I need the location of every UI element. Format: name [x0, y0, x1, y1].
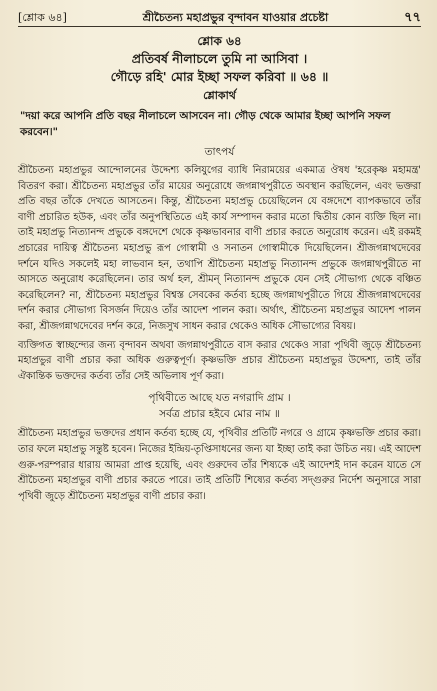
purport-paragraph-3: শ্রীচৈতন্য মহাপ্রভুর ভক্তদের প্রধান কর্তব্য হচ্ছে যে, পৃথিবীর প্রতিটি নগরে ও গ্রামে কৃষ্ণভক্তি প্রচার করা। তার ফলে মহাপ্রভু সন্তুষ্ট হবেন। নিজের ইন্দ্রিয়-তৃপ্তিসাধনের জন্য যা ইচ্ছা তাই করা উচিত নয়। এই আদেশ গুরু-পরম্পরার ধারায় আমরা প্রাপ্ত হয়েছি, এবং গুরুদেব তাঁর শিষ্যকে এই আদেশই দান করেন যাতে সে শ্রীচৈতন্য মহাপ্রভুর বাণী প্রচার করতে পারে। তাই প্রতিটি শিষ্যের কর্তব্য সদ্গুরুর নির্দেশ অনুসারে সারা পৃথিবী জুড়ে শ্রীচৈতন্য মহাপ্রভুর বাণী প্রচার করা। — [18, 428, 421, 502]
purport-paragraph-2: ব্যক্তিগত স্বাচ্ছন্দ্যের জন্য বৃন্দাবন অথবা জগন্নাথপুরীতে বাস করার থেকেও সারা পৃথিবী জুড়ে শ্রীচৈতন্য মহাপ্রভুর বাণী প্রচার করা অধিক গুরুত্বপূর্ণ। কৃষ্ণভক্তি প্রচার শ্রীচৈতন্য মহাপ্রভুর উদ্দেশ্য, তাই তাঁর ঐকান্তিক ভক্তদের কর্তব্য তাঁর সেই অভিলাষ পূর্ণ করা। — [18, 339, 421, 382]
quoted-verse-line-2: সর্বত্র প্রচার হইবে মোর নাম ॥ — [159, 408, 280, 421]
running-header — [18, 6, 421, 27]
quoted-verse — [18, 390, 421, 422]
purport-heading: তাৎপর্য — [204, 146, 235, 158]
purport-paragraph-1: শ্রীচৈতন্য মহাপ্রভুর আন্দোলনের উদ্দেশ্য কলিযুগের ব্যাধি নিরাময়ের একমাত্র ঔষধ 'হরেকৃষ্ণ মহামন্ত্র' বিতরণ করা। শ্রীচৈতন্য মহাপ্রভুর তাঁর মায়ের অনুরোধে জগন্নাথপুরীতে অবস্থান করছিলেন, এবং ভক্তরা প্রতি বছর তাঁকে দেখতে আসতেন। কিন্তু, শ্রীচৈতন্য মহাপ্রভু চেয়েছিলেন যে বঙ্গদেশে ব্যাপকভাবে তাঁর বাণী প্রচারিত হউক, এবং তাঁর অনুপস্থিতিতে এই কার্য সম্পাদন করার মতো দ্বিতীয় কোন ব্যক্তি ছিল না। তাই মহাপ্রভু নিত্যানন্দ প্রভুকে বঙ্গদেশে থেকে কৃষ্ণভাবনার বাণী প্রচার করতে অনুরোধ করেন। এই রকমই প্রচারের দায়িত্ব শ্রীচৈতন্য মহাপ্রভু রূপ গোস্বামী ও সনাতন গোস্বামীকে দিয়েছিলেন। শ্রীজগন্নাথদেবের দর্শনে যদিও সকলেই মহা লাভবান হন, তথাপি শ্রীচৈতন্য মহাপ্রভু নিত্যানন্দ প্রভুকে জগন্নাথপুরীতে না আসতে অনুরোধ করেছিলেন। তার অর্থ হল, শ্রীমন্ নিত্যানন্দ প্রভুকে যেন সেই সৌভাগ্য থেকে বঞ্চিত করেছিলেন? না, শ্রীচৈতন্য মহাপ্রভুর বিশ্বস্ত সেবকের কর্তব্য হচ্ছে জগন্নাথপুরীতে গিয়ে শ্রীজগন্নাথদেবের দর্শন করার সৌভাগ্য বিসর্জন দিয়েও তাঁর আদেশ পালন করা। অর্থাৎ, শ্রীচৈতন্য মহাপ্রভুর আদেশ পালন করা, শ্রীজগন্নাথদেবের দর্শন করে, নিজসুখ সাধন করার থেকেও অধিক সৌভাগ্যের বিষয়। — [18, 165, 421, 332]
verse-reference: [শ্লোক ৬৪] — [18, 11, 67, 24]
page-number: ৭৭ — [404, 10, 421, 25]
verse-line-1: প্রতিবর্ষ নীলাচলে তুমি না আসিবা । — [131, 51, 308, 66]
quoted-verse-line-1: পৃথিবীতে আছে যত নগরাদি গ্রাম । — [148, 392, 291, 405]
verse-line-2: গৌড়ে রহি' মোর ইচ্ছা সফল করিবা ॥ ৬৪ ॥ — [110, 69, 329, 84]
translation-heading: শ্লোকার্থ — [203, 89, 236, 102]
translation-text: "দয়া করে আপনি প্রতি বছর নীলাচলে আসবেন না। গৌড় থেকে আমার ইচ্ছা আপনি সফল করবেন।" — [20, 110, 391, 138]
verse-heading: শ্লোক ৬৪ — [197, 34, 242, 48]
chapter-title: শ্রীচৈতন্য মহাপ্রভুর বৃন্দাবন যাওয়ার প্রচেষ্টা — [142, 11, 329, 24]
